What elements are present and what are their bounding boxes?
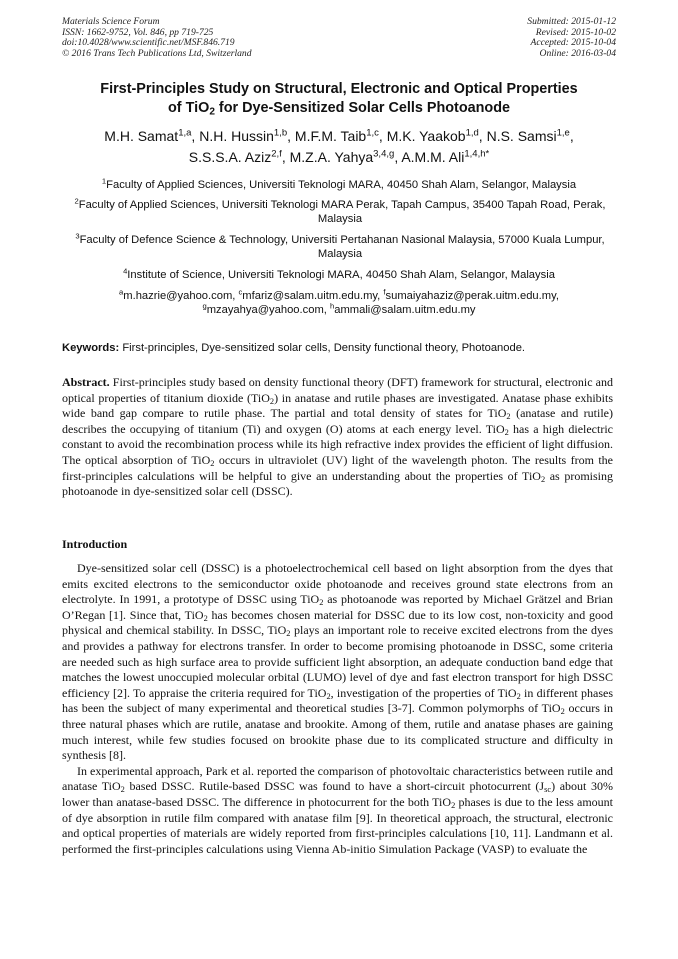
title-line-1: First-Principles Study on Structural, Electronic and Optical Properties xyxy=(100,81,578,97)
accepted-date: Accepted: 2015-10-04 xyxy=(530,37,616,49)
section-heading-introduction: Introduction xyxy=(62,537,128,551)
email: $^a$m.hazrie@yahoo.com xyxy=(119,287,233,302)
paragraph: In experimental approach, Park et al. reported the comparison of photovoltaic characteristics between rutile and anatase TiO$_2$ based DSSC. Rutile-based DSSC was found to have a short-circuit photocurrent $(J_{sc})$ about 30% lower than anatase-based DSSC. The difference in photocurrent for the both TiO$_2$ phases is due to the less amount of dye absorption in rutile film compared with anatase film [9]. In theoretical approach, the structural, electronic and optical properties of materials are widely reported from first-principles calculations [10, 11]. Landmann et al. performed the first-principles calculations using Vienna Ab-initio Simulation Package (VASP) to evaluate the xyxy=(62,763,614,856)
author: N.S. Samsi$^{1,e}$ xyxy=(486,127,570,144)
title-subscript: 2 xyxy=(209,106,215,118)
email: $^h$ammali@salam.uitm.edu.my xyxy=(330,301,476,316)
keywords-text: First-principles, Dye-sensitized solar cells, Density functional theory, Photoanode. xyxy=(122,342,526,354)
paragraph: Dye-sensitized solar cell (DSSC) is a photoelectrochemical cell based on light absorption from the dyes that emits excited electrons to the semiconductor oxide photoanode and receives ground state electrons from an electrolyte. In 1991, a prototype of DSSC using TiO$_2$ as photoanode was reported by Michael Grätzel and Brian O’Regan [1]. Since that, TiO$_2$ has becomes chosen material for DSSC due to its low cost, non-toxicity and good physical and chemical stability. In DSSC, TiO$_2$ plays an important role to receive excited electrons from the dyes and provides a pathway for electrons transfer. In order to become promising photoanode in DSSC, some criteria are needed such as high surface area to provide sufficient light absorption, an adequate conduction band edge that matches the lowest unoccupied molecular orbital (LUMO) level of dye and fast electron transport for high DSSC efficiency [2]. To appraise the criteria required for TiO$_2$, investigation of the properties of TiO$_2$ in different phases has been the subject of many experimental and theoretical studies [3-7]. Common polymorphs of TiO$_2$ occurs in three natural phases which are rutile, anatase and brookite. Among of them, rutile and anatase phases are gaining much interest, while few studies focused on brookite phase due to its complicated structure and difficulty in synthesis [8]. xyxy=(62,561,613,763)
abstract-label: Abstract. xyxy=(62,375,110,389)
author: M.F.M. Taib$^{1,c}$ xyxy=(294,127,379,144)
doi-line: doi:10.4028/www.scientific.net/MSF.846.719 xyxy=(62,37,235,49)
author-emails: $^a$m.hazrie@yahoo.com, $^c$mfariz@salam.uitm.edu.my, $^f$sumaiyahaziz@perak.uitm.edu.my, $^g$mzayahya@yahoo.com, $^h$ammali@salam.uitm.edu.my xyxy=(119,287,559,316)
journal-header-left xyxy=(62,17,252,59)
affiliation-1: $^1$Faculty of Applied Sciences, Universiti Teknologi MARA, 40450 Shah Alam, Selangor, Malaysia xyxy=(101,176,577,191)
author: M.Z.A. Yahya$^{3,4,g}$ xyxy=(289,148,395,165)
title-text: of TiO xyxy=(168,100,210,116)
issn-line: ISSN: 1662-9752, Vol. 846, pp 719-725 xyxy=(62,26,214,38)
email: $^g$mzayahya@yahoo.com xyxy=(202,301,324,316)
author: M.K. Yaakob$^{1,d}$ xyxy=(386,127,479,144)
journal-header-right xyxy=(527,17,616,59)
email: $^f$sumaiyahaziz@perak.uitm.edu.my xyxy=(383,287,556,302)
paper-title xyxy=(40,80,638,118)
affiliation-3: $^3$Faculty of Defence Science & Technology, Universiti Pertahanan Nasional Malaysia, 57000 Kuala Lumpur, Malaysia xyxy=(75,231,605,260)
author: M.H. Samat$^{1,a}$ xyxy=(104,127,192,144)
journal-name: Materials Science Forum xyxy=(62,16,160,27)
author: S.S.S.A. Aziz$^{2,f}$ xyxy=(188,148,282,165)
abstract: Abstract. First-principles study based on density functional theory (DFT) framework for structural, electronic and optical properties of titanium dioxide (TiO$_2$) in anatase and rutile phases are investigated. Anatase phase exhibits wide band gap compare to rutile phase. The partial and total density of states for TiO$_2$ (anatase and rutile) describes the occupying of titanium (Ti) and oxygen (O) atoms at each energy level. TiO$_2$ has a high dielectric constant to avoid the recombination process while its high refractive index provides the efficient of light diffusion. The optical absorption of TiO$_2$ occurs in ultraviolet (UV) light of the wavelength photon. The results from the first-principles calculations will be helpful to give an understanding about the properties of TiO$_2$ as promising photoanode in dye-sensitized solar cell (DSSC). xyxy=(62,375,614,499)
online-date: Online: 2016-03-04 xyxy=(539,47,616,59)
title-text: for Dye-Sensitized Solar Cells Photoanode xyxy=(214,100,510,116)
author: N.H. Hussin$^{1,b}$ xyxy=(199,127,288,144)
keywords-label: Keywords: xyxy=(62,342,120,354)
author-list: M.H. Samat$^{1,a}$, N.H. Hussin$^{1,b}$, M.F.M. Taib$^{1,c}$, M.K. Yaakob$^{1,d}$, N.S. Samsi$^{1,e}$, S.S.S.A. Aziz$^{2,f}$, M.Z.A. Yahya$^{3,4,g}$, A.M.M. Ali$^{1,4,h*}$ xyxy=(104,127,574,165)
copyright-line: © 2016 Trans Tech Publications Ltd, Switzerland xyxy=(62,47,252,59)
keywords xyxy=(62,341,622,355)
affiliation-4: $^4$Institute of Science, Universiti Teknologi MARA, 40450 Shah Alam, Selangor, Malaysia xyxy=(123,266,555,281)
affiliation-2: $^2$Faculty of Applied Sciences, Universiti Teknologi MARA Perak, Tapah Campus, 35400 Tapah Road, Perak, Malaysia xyxy=(74,196,606,225)
title-line-2 xyxy=(40,99,638,118)
submitted-date: Submitted: 2015-01-12 xyxy=(527,16,616,27)
author: A.M.M. Ali$^{1,4,h*}$ xyxy=(401,148,490,165)
introduction-body xyxy=(62,561,613,857)
revised-date: Revised: 2015-10-02 xyxy=(535,26,616,38)
email: $^c$mfariz@salam.uitm.edu.my xyxy=(238,287,378,302)
